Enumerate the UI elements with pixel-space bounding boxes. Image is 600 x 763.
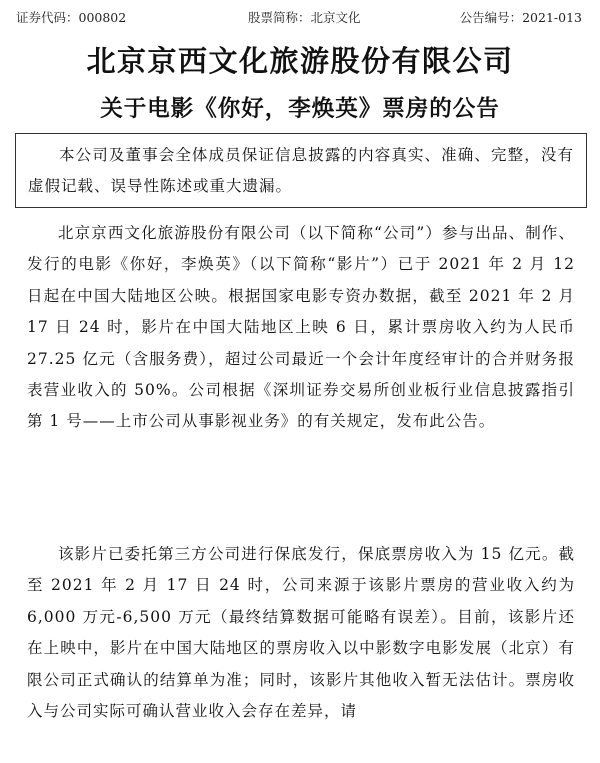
notice-title: 关于电影《你好，李焕英》票房的公告 [100, 96, 500, 122]
company-title: 北京京西文化旅游股份有限公司 [86, 44, 514, 78]
document-header [16, 8, 582, 28]
disclaimer-box: 本公司及董事会全体成员保证信息披露的内容真实、准确、完整，没有虚假记载、误导性陈述或重大遗漏。 [15, 133, 587, 208]
notice-number: 公告编号：2021-013 [459, 10, 582, 25]
stock-name: 股票简称：北京文化 [248, 10, 361, 25]
body-paragraph-2: 该影片已委托第三方公司进行保底发行，保底票房收入为 15 亿元。截至 2021 年 2 月 17 日 24 时，公司来源于该影片票房的营业收入约为 6,000 万元-6,500 万元（最终结算数据可能略有误差）。目前，该影片还在上映中，影片在中国大陆地区的票房收入以中影数字电影发展（北京）有限公司正式确认的结算单为准；同时，该影片其他收入暂无法估计。票房收入与公司实际可确认营业收入会存在差异，请 [27, 545, 575, 721]
body-paragraph-1: 北京京西文化旅游股份有限公司（以下简称“公司”）参与出品、制作、发行的电影《你好，李焕英》（以下简称“影片”）已于 2021 年 2 月 12 日起在中国大陆地区公映。根据国家电影专资办数据，截至 2021 年 2 月 17 日 24 时，影片在中国大陆地区上映 6 日，累计票房收入约为人民币 27.25 亿元（含服务费），超过公司最近一个会计年度经审计的合并财务报表营业收入的 50%。公司根据《深圳证券交易所创业板行业信息披露指引第 1 号——上市公司从事影视业务》的有关规定，发布此公告。 [27, 224, 575, 431]
stock-code: 证券代码：000802 [16, 10, 127, 25]
